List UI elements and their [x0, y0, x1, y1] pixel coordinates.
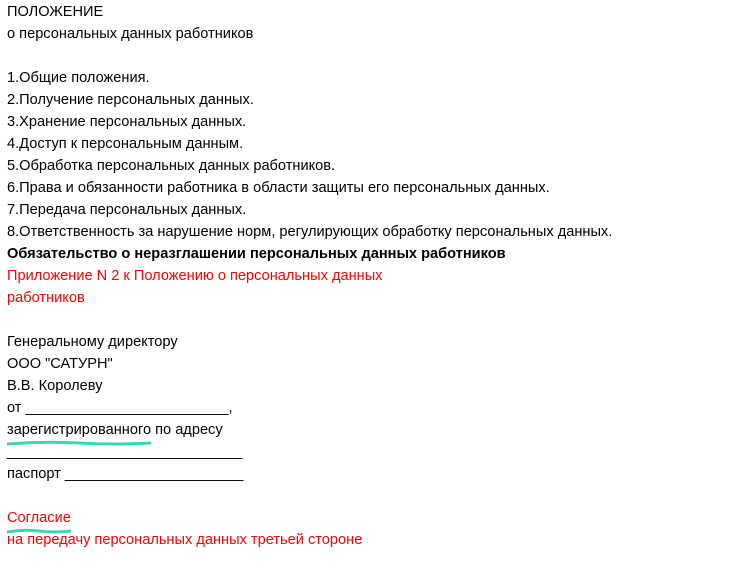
toc-item-2: 2.Получение персональных данных. [7, 92, 254, 108]
registered-address-field [7, 419, 223, 441]
registered-rest: по адресу [151, 422, 223, 438]
toc-item-1: 1.Общие положения. [7, 70, 150, 86]
passport-field: паспорт ______________________ [7, 466, 244, 482]
addressee-position: Генеральному директору [7, 334, 178, 350]
address-blank-line: _____________________________ [7, 444, 243, 460]
toc-item-7: 7.Передача персональных данных. [7, 202, 247, 218]
obligation-heading: Обязательство о неразглашении персональных данных работников [7, 246, 506, 262]
addressee-company: ООО "САТУРН" [7, 356, 113, 372]
toc-item-8: 8.Ответственность за нарушение норм, регулирующих обработку персональных данных. [7, 224, 613, 240]
consent-title-line [7, 507, 71, 529]
consent-subtitle: на передачу персональных данных третьей стороне [7, 532, 363, 548]
appendix-line-2: работников [7, 290, 85, 306]
toc-item-4: 4.Доступ к персональным данным. [7, 136, 244, 152]
spellcheck-word-consent[interactable] [7, 507, 71, 529]
toc-item-6: 6.Права и обязанности работника в области защиты его персональных данных. [7, 180, 550, 196]
registered-word: зарегистрированного [7, 422, 152, 438]
from-field: от _________________________, [7, 400, 233, 416]
consent-title: Согласие [7, 510, 71, 526]
addressee-name: В.В. Королеву [7, 378, 103, 394]
toc-item-5: 5.Обработка персональных данных работников. [7, 158, 336, 174]
toc-item-3: 3.Хранение персональных данных. [7, 114, 247, 130]
document-title: ПОЛОЖЕНИЕ [7, 4, 104, 20]
appendix-line-1: Приложение N 2 к Положению о персональных данных [7, 268, 383, 284]
spellcheck-word-registered[interactable] [7, 419, 151, 441]
document-subtitle: о персональных данных работников [7, 26, 254, 42]
